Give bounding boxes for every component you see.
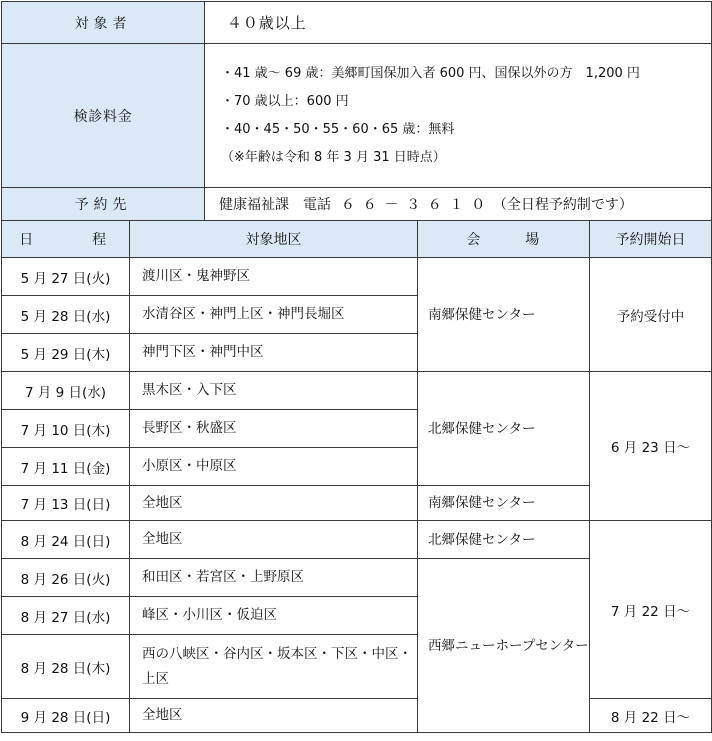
row-area: 全地区 — [130, 486, 418, 521]
table-row — [2, 372, 712, 410]
row-date: 5 月 27 日(火) — [2, 258, 130, 296]
fee-details — [205, 44, 712, 188]
row-area: 神門下区・神門中区 — [130, 334, 418, 372]
fee-line: ・70 歳以上：600 円 — [221, 93, 349, 109]
header-date: 日 程 — [2, 221, 130, 258]
row-date: 5 月 28 日(水) — [2, 296, 130, 334]
target-label: 対象者 — [2, 2, 205, 44]
row-date: 8 月 27 日(水) — [2, 597, 130, 635]
row-area: 峰区・小川区・仮迫区 — [130, 597, 418, 635]
start-group-4: 8 月 22 日～ — [590, 699, 712, 733]
booking-label: 予約先 — [2, 188, 205, 221]
row-area: 全地区 — [130, 521, 418, 559]
header-start: 予約開始日 — [590, 221, 712, 258]
row-area: 和田区・若宮区・上野原区 — [130, 559, 418, 597]
header-venue: 会 場 — [418, 221, 590, 258]
schedule-header-row — [2, 221, 712, 258]
venue-hokugo-2: 北郷保健センター — [418, 521, 590, 559]
booking-note: （全日程予約制です） — [492, 197, 633, 213]
schedule-table — [1, 1, 712, 733]
row-area: 黒木区・入下区 — [130, 372, 418, 410]
fee-line: ・40・45・50・55・60・65 歳：無料 — [221, 121, 455, 137]
venue-hokugo-1: 北郷保健センター — [418, 372, 590, 486]
target-value: ４０歳以上 — [205, 2, 712, 44]
venue-nango-1: 南郷保健センター — [418, 258, 590, 372]
row-area: 長野区・秋盛区 — [130, 410, 418, 448]
start-group-2: 6 月 23 日～ — [590, 372, 712, 521]
row-date: 7 月 13 日(日) — [2, 486, 130, 521]
row-area: 渡川区・鬼神野区 — [130, 258, 418, 296]
start-group-1: 予約受付中 — [590, 258, 712, 372]
row-area: 水清谷区・神門上区・神門長堀区 — [130, 296, 418, 334]
booking-dept: 健康福祉課 電話 — [219, 197, 331, 213]
header-area: 対象地区 — [130, 221, 418, 258]
row-date: 8 月 28 日(木) — [2, 635, 130, 699]
table-row — [2, 521, 712, 559]
row-date: 8 月 24 日(日) — [2, 521, 130, 559]
fee-label: 検診料金 — [2, 44, 205, 188]
phone-number: ６６－３６１０ — [341, 197, 493, 213]
row-date: 7 月 11 日(金) — [2, 448, 130, 486]
row-date: 7 月 9 日(水) — [2, 372, 130, 410]
table-row — [2, 699, 712, 733]
fee-line: （※年齢は令和 8 年 3 月 31 日時点） — [221, 149, 446, 165]
start-group-3: 7 月 22 日～ — [590, 521, 712, 699]
fee-row — [2, 44, 712, 188]
target-row — [2, 2, 712, 44]
booking-row — [2, 188, 712, 221]
venue-nango-2: 南郷保健センター — [418, 486, 590, 521]
fee-line: ・41 歳～ 69 歳：美郷町国保加入者 600 円、国保以外の方 1,200 円 — [221, 65, 640, 81]
table-row — [2, 258, 712, 296]
booking-contact — [205, 188, 712, 221]
venue-saigo: 西郷ニューホープセンター — [418, 559, 590, 733]
row-date: 9 月 28 日(日) — [2, 699, 130, 733]
row-date: 8 月 26 日(火) — [2, 559, 130, 597]
row-area: 全地区 — [130, 699, 418, 733]
row-date: 7 月 10 日(木) — [2, 410, 130, 448]
row-area: 小原区・中原区 — [130, 448, 418, 486]
row-date: 5 月 29 日(木) — [2, 334, 130, 372]
row-area: 西の八峡区・谷内区・坂本区・下区・中区・上区 — [130, 635, 418, 699]
